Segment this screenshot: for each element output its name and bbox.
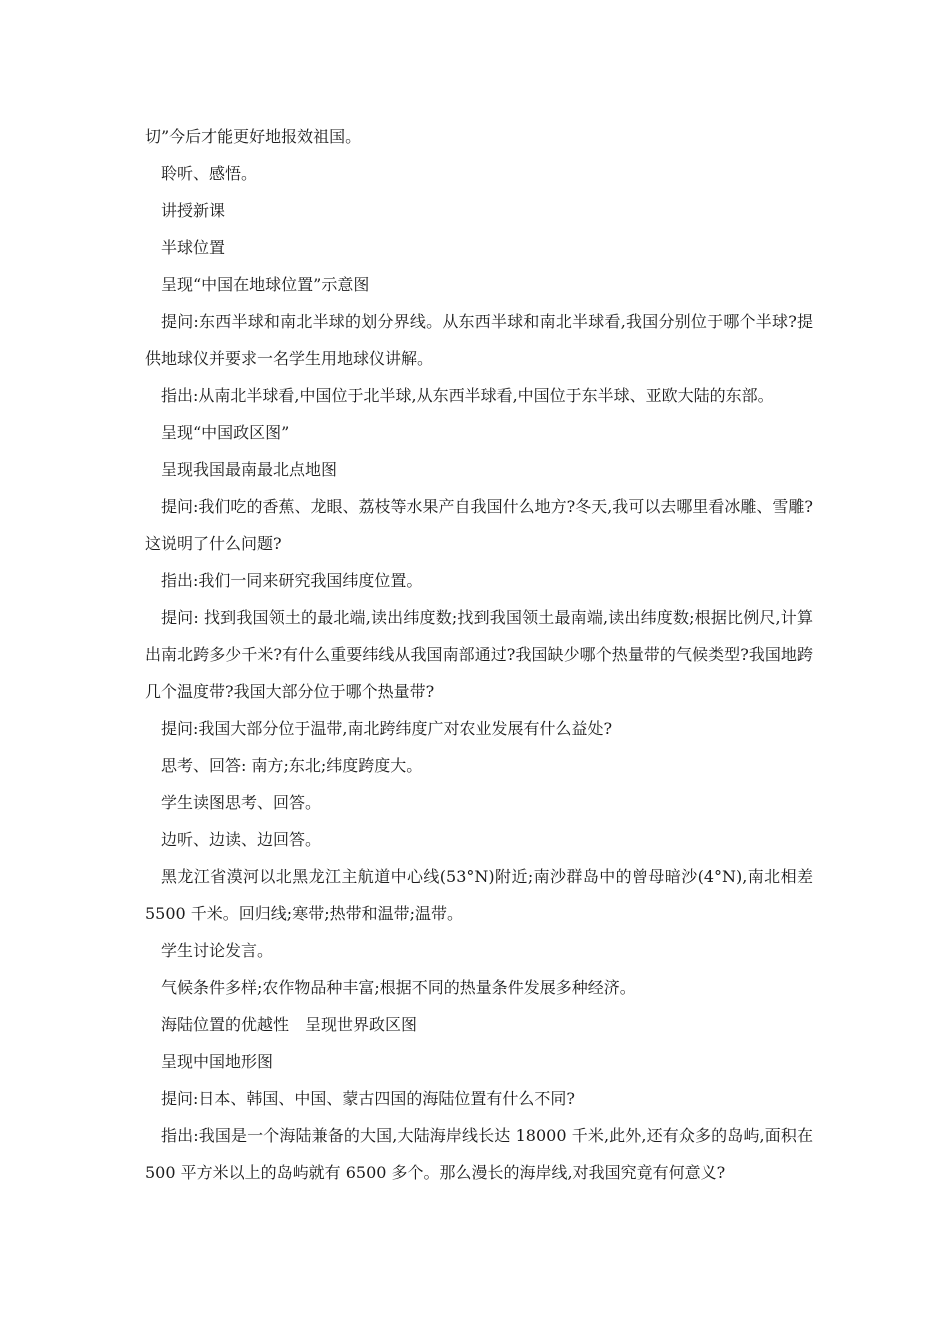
- paragraph: 学生读图思考、回答。: [161, 793, 322, 812]
- paragraph: 气候条件多样;农作物品种丰富;根据不同的热量条件发展多种经济。: [161, 978, 636, 997]
- paragraph: 指出:从南北半球看,中国位于北半球,从东西半球看,中国位于东半球、亚欧大陆的东部。: [161, 386, 774, 405]
- paragraph: 海陆位置的优越性 呈现世界政区图: [161, 1015, 418, 1034]
- paragraph: 思考、回答: 南方;东北;纬度跨度大。: [161, 756, 423, 775]
- paragraph: 聆听、感悟。: [161, 164, 258, 183]
- paragraph: 提问:我们吃的香蕉、龙眼、荔枝等水果产自我国什么地方?冬天,我可以去哪里看冰雕、雪雕?这说明了什么问题?: [145, 497, 813, 553]
- paragraph: 提问: 找到我国领土的最北端,读出纬度数;找到我国领土最南端,读出纬度数;根据比例尺,计算出南北跨多少千米?有什么重要纬线从我国南部通过?我国缺少哪个热量带的气候类型?我国地跨几个温度带?我国大部分位于哪个热量带?: [145, 608, 813, 701]
- paragraph: 呈现“中国政区图”: [161, 423, 290, 442]
- paragraph: 讲授新课: [161, 201, 226, 220]
- paragraph: 学生讨论发言。: [161, 941, 274, 960]
- paragraph: 提问:我国大部分位于温带,南北跨纬度广对农业发展有什么益处?: [161, 719, 613, 738]
- paragraph: 指出:我国是一个海陆兼备的大国,大陆海岸线长达 18000 千米,此外,还有众多的岛屿,面积在 500 平方米以上的岛屿就有 6500 多个。那么漫长的海岸线,对我国究竟有何意义?: [145, 1126, 813, 1182]
- paragraph: 黑龙江省漠河以北黑龙江主航道中心线(53°N)附近;南沙群岛中的曾母暗沙(4°N),南北相差 5500 千米。回归线;寒带;热带和温带;温带。: [145, 867, 813, 923]
- paragraph: 边听、边读、边回答。: [161, 830, 322, 849]
- document-body: [145, 118, 813, 1191]
- paragraph: 切”今后才能更好地报效祖国。: [145, 127, 362, 146]
- paragraph: 呈现中国地形图: [161, 1052, 274, 1071]
- paragraph: 指出:我们一同来研究我国纬度位置。: [161, 571, 423, 590]
- paragraph: 半球位置: [161, 238, 226, 257]
- paragraph: 提问:日本、韩国、中国、蒙古四国的海陆位置有什么不同?: [161, 1089, 575, 1108]
- paragraph: 提问:东西半球和南北半球的划分界线。从东西半球和南北半球看,我国分别位于哪个半球?提供地球仪并要求一名学生用地球仪讲解。: [145, 312, 813, 368]
- paragraph: 呈现我国最南最北点地图: [161, 460, 338, 479]
- paragraph: 呈现“中国在地球位置”示意图: [161, 275, 370, 294]
